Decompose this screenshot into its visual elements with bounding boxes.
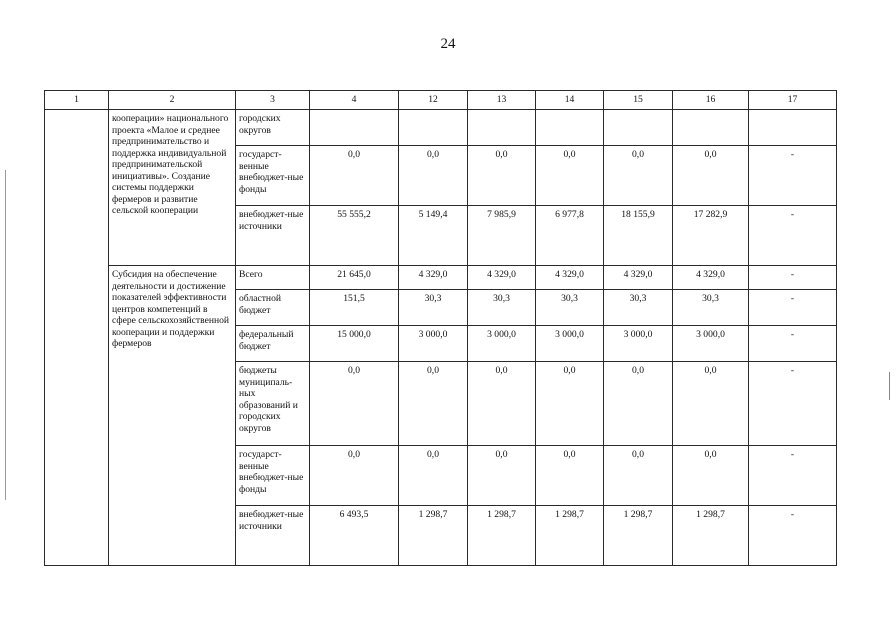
value-cell: 1 298,7 — [604, 506, 673, 566]
value-cell: 0,0 — [536, 146, 604, 206]
value-cell: 0,0 — [673, 362, 749, 446]
value-cell: 0,0 — [399, 446, 468, 506]
value-cell: - — [749, 446, 837, 506]
value-cell: 151,5 — [310, 290, 399, 326]
value-cell: 0,0 — [604, 446, 673, 506]
value-cell: 18 155,9 — [604, 206, 673, 266]
value-cell: 4 329,0 — [536, 266, 604, 290]
value-cell: 0,0 — [536, 362, 604, 446]
value-cell: 0,0 — [310, 362, 399, 446]
value-cell: - — [749, 506, 837, 566]
value-cell: 4 329,0 — [468, 266, 536, 290]
value-cell: 0,0 — [310, 446, 399, 506]
header-cell: 14 — [536, 91, 604, 110]
value-cell: 7 985,9 — [468, 206, 536, 266]
header-cell: 4 — [310, 91, 399, 110]
row-number-cell — [45, 110, 109, 566]
value-cell: 0,0 — [399, 362, 468, 446]
value-cell: 4 329,0 — [399, 266, 468, 290]
header-cell: 16 — [673, 91, 749, 110]
page-number: 24 — [440, 36, 456, 52]
value-cell: 0,0 — [468, 446, 536, 506]
value-cell: 1 298,7 — [673, 506, 749, 566]
value-cell: 55 555,2 — [310, 206, 399, 266]
value-cell: 5 149,4 — [399, 206, 468, 266]
header-cell: 3 — [236, 91, 310, 110]
value-cell — [749, 110, 837, 146]
budget-table — [44, 90, 837, 566]
value-cell: 3 000,0 — [536, 326, 604, 362]
value-cell: 0,0 — [310, 146, 399, 206]
header-cell: 15 — [604, 91, 673, 110]
value-cell: 4 329,0 — [673, 266, 749, 290]
header-cell: 12 — [399, 91, 468, 110]
funding-source: городских округов — [236, 110, 310, 146]
value-cell: 30,3 — [604, 290, 673, 326]
header-cell: 17 — [749, 91, 837, 110]
value-cell — [673, 110, 749, 146]
header-cell: 2 — [109, 91, 236, 110]
table-row — [45, 266, 837, 290]
funding-source: федеральный бюджет — [236, 326, 310, 362]
value-cell — [399, 110, 468, 146]
funding-source: государст-венные внебюджет-ные фонды — [236, 446, 310, 506]
funding-source: государст-венные внебюджет-ные фонды — [236, 146, 310, 206]
value-cell: 0,0 — [468, 146, 536, 206]
scan-edge-mark — [889, 372, 890, 400]
value-cell: 4 329,0 — [604, 266, 673, 290]
value-cell: - — [749, 362, 837, 446]
header-row — [45, 91, 837, 110]
value-cell: 6 977,8 — [536, 206, 604, 266]
value-cell: 0,0 — [673, 446, 749, 506]
value-cell: 21 645,0 — [310, 266, 399, 290]
value-cell: 30,3 — [399, 290, 468, 326]
value-cell: 3 000,0 — [604, 326, 673, 362]
value-cell: 3 000,0 — [673, 326, 749, 362]
header-cell: 13 — [468, 91, 536, 110]
funding-source: бюджеты муниципаль-ных образований и городских округов — [236, 362, 310, 446]
value-cell: 0,0 — [399, 146, 468, 206]
value-cell: 30,3 — [536, 290, 604, 326]
value-cell: 1 298,7 — [536, 506, 604, 566]
funding-source: Всего — [236, 266, 310, 290]
value-cell: 3 000,0 — [399, 326, 468, 362]
scan-edge-mark — [5, 170, 6, 500]
value-cell: - — [749, 290, 837, 326]
value-cell: 1 298,7 — [399, 506, 468, 566]
value-cell: 0,0 — [604, 146, 673, 206]
value-cell — [468, 110, 536, 146]
header-cell: 1 — [45, 91, 109, 110]
value-cell: 0,0 — [536, 446, 604, 506]
value-cell: 0,0 — [604, 362, 673, 446]
funding-source: внебюджет-ные источники — [236, 206, 310, 266]
value-cell: - — [749, 266, 837, 290]
value-cell: 0,0 — [468, 362, 536, 446]
value-cell — [310, 110, 399, 146]
value-cell: 15 000,0 — [310, 326, 399, 362]
value-cell: 30,3 — [468, 290, 536, 326]
table-row — [45, 110, 837, 146]
value-cell: - — [749, 206, 837, 266]
value-cell: - — [749, 326, 837, 362]
funding-source: областной бюджет — [236, 290, 310, 326]
value-cell: - — [749, 146, 837, 206]
value-cell: 1 298,7 — [468, 506, 536, 566]
value-cell — [604, 110, 673, 146]
measure-description: кооперации» национального проекта «Малое и среднее предпринимательство и поддержка индивидуальной предпринимательской инициативы». Создание системы поддержки фермеров и развитие сельской кооперации — [109, 110, 236, 266]
value-cell — [536, 110, 604, 146]
value-cell: 3 000,0 — [468, 326, 536, 362]
measure-description: Субсидия на обеспечение деятельности и достижение показателей эффективности центров компетенций в сфере сельскохозяйственной кооперации и поддержки фермеров — [109, 266, 236, 566]
value-cell: 17 282,9 — [673, 206, 749, 266]
value-cell: 6 493,5 — [310, 506, 399, 566]
value-cell: 30,3 — [673, 290, 749, 326]
value-cell: 0,0 — [673, 146, 749, 206]
funding-source: внебюджет-ные источники — [236, 506, 310, 566]
